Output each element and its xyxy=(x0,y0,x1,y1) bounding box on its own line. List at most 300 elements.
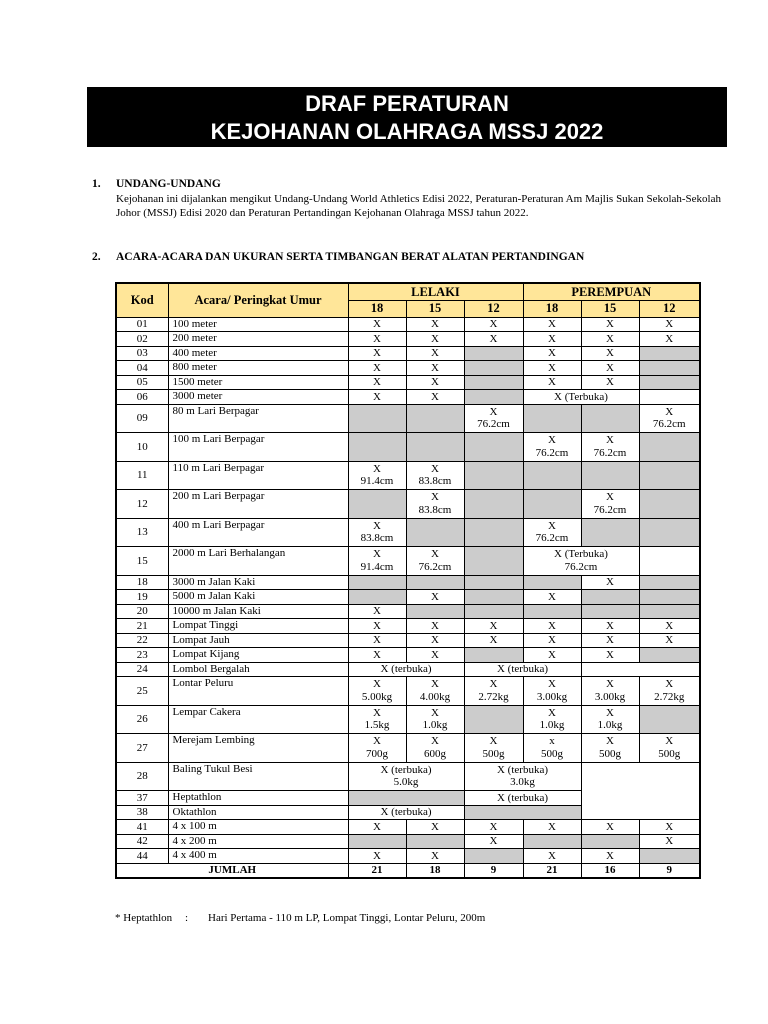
header-age: 18 xyxy=(348,300,406,317)
cell-line: X xyxy=(373,634,381,646)
event-code: 04 xyxy=(116,361,168,376)
event-cell xyxy=(348,820,406,835)
cell-line: X (terbuka) xyxy=(496,663,548,675)
events-table-body xyxy=(116,317,700,878)
event-cell xyxy=(581,461,639,490)
cell-line: 500g xyxy=(541,747,563,760)
event-cell xyxy=(464,677,523,706)
event-code: 01 xyxy=(116,317,168,332)
cell-line: X xyxy=(431,634,439,646)
event-name: 100 meter xyxy=(168,317,348,332)
cell-line: X xyxy=(373,462,381,475)
event-cell xyxy=(406,390,464,405)
event-name: 110 m Lari Berpagar xyxy=(168,461,348,490)
event-cell xyxy=(348,575,406,590)
event-cell xyxy=(523,390,639,405)
event-code: 19 xyxy=(116,590,168,605)
cell-line: X xyxy=(489,735,498,748)
cell-line: 500g xyxy=(482,747,505,760)
cell-line: X xyxy=(489,619,498,632)
cell-line: 76.2cm xyxy=(418,560,452,573)
event-cell xyxy=(581,705,639,734)
event-cell xyxy=(464,705,523,734)
cell-line: X xyxy=(373,619,381,632)
cell-line: X xyxy=(548,361,556,374)
cell-line: 91.4cm xyxy=(360,475,394,488)
event-cell xyxy=(464,547,523,576)
event-cell xyxy=(348,705,406,734)
event-cell xyxy=(348,433,406,462)
cell-line: X xyxy=(606,706,614,719)
cell-line: X xyxy=(489,318,498,330)
cell-line: X xyxy=(665,332,674,345)
total-value: 18 xyxy=(406,863,464,878)
cell-line: X xyxy=(606,332,614,345)
event-cell xyxy=(406,590,464,605)
cell-line: X xyxy=(665,619,674,632)
cell-line: X xyxy=(665,820,674,833)
event-cell xyxy=(464,461,523,490)
table-row xyxy=(116,662,700,677)
total-value: 21 xyxy=(348,863,406,878)
event-cell xyxy=(464,490,523,519)
event-cell xyxy=(464,648,523,663)
event-name: 200 meter xyxy=(168,332,348,347)
event-code: 23 xyxy=(116,648,168,663)
table-row xyxy=(116,361,700,376)
event-cell xyxy=(348,805,464,820)
event-cell xyxy=(523,361,581,376)
cell-line: 76.2cm xyxy=(564,560,598,573)
cell-line: 76.2cm xyxy=(535,532,569,545)
event-cell xyxy=(348,461,406,490)
cell-line: 76.2cm xyxy=(593,446,627,459)
table-row xyxy=(116,705,700,734)
header-acara: Acara/ Peringkat Umur xyxy=(168,283,348,317)
cell-line: X xyxy=(489,634,498,646)
event-cell xyxy=(581,834,639,849)
event-code: 41 xyxy=(116,820,168,835)
event-name: Lempar Cakera xyxy=(168,705,348,734)
event-name: 4 x 400 m xyxy=(168,849,348,864)
event-cell xyxy=(406,547,464,576)
cell-line: X xyxy=(431,548,439,561)
event-cell xyxy=(348,375,406,390)
event-cell xyxy=(581,604,639,619)
event-code: 26 xyxy=(116,705,168,734)
table-row xyxy=(116,762,700,791)
cell-line: X (Terbuka) xyxy=(554,390,608,403)
cell-line: 5.0kg xyxy=(393,776,419,789)
cell-line: X xyxy=(548,820,556,833)
cell-line: X (terbuka) xyxy=(380,806,432,818)
event-cell xyxy=(523,332,581,347)
cell-line: X xyxy=(606,318,614,330)
cell-line: X xyxy=(431,849,439,862)
cell-line: X xyxy=(373,605,381,617)
event-name: Merejam Lembing xyxy=(168,734,348,763)
event-cell xyxy=(639,619,700,634)
event-cell xyxy=(406,575,464,590)
cell-line: X xyxy=(548,332,556,345)
event-code: 03 xyxy=(116,346,168,361)
cell-line: X xyxy=(548,590,556,603)
cell-line: X xyxy=(373,332,381,345)
event-code: 09 xyxy=(116,404,168,433)
section-1-number: 1. xyxy=(92,178,101,190)
event-code: 25 xyxy=(116,677,168,706)
event-cell xyxy=(581,590,639,605)
event-cell xyxy=(464,575,523,590)
event-cell xyxy=(406,375,464,390)
cell-line: X xyxy=(665,678,674,691)
cell-line: 3.00kg xyxy=(594,690,626,703)
cell-line: X xyxy=(548,706,556,719)
section-1-body: Kejohanan ini dijalankan mengikut Undang-Undang World Athletics Edisi 2022, Peraturan-Peraturan Am Majlis Sukan Sekolah-Sekolah Johor (MSSJ) Edisi 2020 dan Peraturan Pertandingan Kejohanan Olahraga MSSJ tahun 2022. xyxy=(116,193,721,219)
header-lelaki: LELAKI xyxy=(348,283,523,300)
event-name: 4 x 200 m xyxy=(168,834,348,849)
event-code: 05 xyxy=(116,375,168,390)
cell-line: X xyxy=(606,634,614,646)
cell-line: X xyxy=(548,648,556,661)
cell-line: X xyxy=(373,318,381,330)
event-cell xyxy=(523,834,581,849)
event-cell xyxy=(464,619,523,634)
section-2-number: 2. xyxy=(92,251,101,263)
event-cell xyxy=(581,404,639,433)
cell-line: 2.72kg xyxy=(654,690,685,703)
event-cell xyxy=(639,604,700,619)
cell-line: X xyxy=(665,735,674,748)
cell-line: X (terbuka) xyxy=(496,791,548,804)
event-cell xyxy=(523,734,581,763)
table-row xyxy=(116,346,700,361)
event-name: Lompat Tinggi xyxy=(168,619,348,634)
event-cell xyxy=(348,604,406,619)
table-row xyxy=(116,734,700,763)
event-cell xyxy=(523,346,581,361)
event-name: 10000 m Jalan Kaki xyxy=(168,604,348,619)
event-cell xyxy=(348,518,406,547)
event-cell xyxy=(523,590,581,605)
event-cell xyxy=(639,332,700,347)
event-cell xyxy=(464,805,581,820)
event-name: 100 m Lari Berpagar xyxy=(168,433,348,462)
event-cell xyxy=(581,433,639,462)
event-cell xyxy=(523,604,581,619)
event-cell xyxy=(581,317,639,332)
event-cell xyxy=(406,518,464,547)
event-cell xyxy=(348,791,464,806)
event-name: Lombol Bergalah xyxy=(168,662,348,677)
cell-line: X xyxy=(431,491,439,504)
cell-line: 1.5kg xyxy=(364,719,390,732)
table-row xyxy=(116,648,700,663)
cell-line: 3.00kg xyxy=(536,690,568,703)
cell-line: X xyxy=(431,735,439,748)
cell-line: X xyxy=(548,678,556,691)
event-name: 80 m Lari Berpagar xyxy=(168,404,348,433)
event-cell xyxy=(523,820,581,835)
event-cell xyxy=(348,633,406,648)
event-cell xyxy=(464,662,581,677)
event-cell xyxy=(348,332,406,347)
event-code: 11 xyxy=(116,461,168,490)
cell-line: X xyxy=(548,619,556,632)
cell-line: X xyxy=(606,648,614,661)
event-name: 800 meter xyxy=(168,361,348,376)
event-cell xyxy=(406,433,464,462)
section-2-title: ACARA-ACARA DAN UKURAN SERTA TIMBANGAN BERAT ALATAN PERTANDINGAN xyxy=(116,251,585,263)
table-row xyxy=(116,404,700,433)
event-cell xyxy=(523,648,581,663)
table-row xyxy=(116,490,700,519)
event-cell xyxy=(523,677,581,706)
cell-line: 91.4cm xyxy=(360,560,394,573)
table-row xyxy=(116,575,700,590)
event-code: 37 xyxy=(116,791,168,806)
cell-line: X (terbuka) xyxy=(496,763,548,776)
cell-line: 5.00kg xyxy=(361,690,393,703)
event-cell xyxy=(464,633,523,648)
event-cell xyxy=(406,361,464,376)
cell-line: X xyxy=(606,434,614,447)
cell-line: X xyxy=(431,590,439,603)
event-cell xyxy=(348,390,406,405)
table-row xyxy=(116,547,700,576)
event-cell xyxy=(348,317,406,332)
cell-line: X xyxy=(373,361,381,374)
table-row xyxy=(116,849,700,864)
event-cell xyxy=(406,346,464,361)
event-cell xyxy=(581,820,639,835)
cell-line: X xyxy=(606,361,614,374)
event-cell xyxy=(523,575,581,590)
cell-line: 76.2cm xyxy=(593,503,627,516)
event-name: Oktathlon xyxy=(168,805,348,820)
event-cell xyxy=(581,734,639,763)
cell-line: X xyxy=(606,735,614,748)
header-kod: Kod xyxy=(116,283,168,317)
event-code: 22 xyxy=(116,633,168,648)
cell-line: 76.2cm xyxy=(477,418,510,431)
event-cell xyxy=(639,375,700,390)
event-cell xyxy=(639,734,700,763)
event-cell xyxy=(406,648,464,663)
cell-line: X xyxy=(548,634,556,646)
table-row xyxy=(116,791,700,806)
cell-line: X xyxy=(548,376,556,388)
event-cell xyxy=(464,404,523,433)
event-cell xyxy=(464,791,581,806)
cell-line: 4.00kg xyxy=(419,690,451,703)
table-row xyxy=(116,677,700,706)
event-cell xyxy=(523,317,581,332)
event-cell xyxy=(639,317,700,332)
event-cell xyxy=(406,820,464,835)
cell-line: 500g xyxy=(599,747,621,760)
cell-line: 83.8cm xyxy=(418,475,452,488)
event-cell xyxy=(464,834,523,849)
event-cell xyxy=(348,849,406,864)
event-cell xyxy=(348,662,464,677)
cell-line: 1.0kg xyxy=(597,719,623,732)
event-cell xyxy=(523,461,581,490)
cell-line: 83.8cm xyxy=(360,532,394,545)
table-row xyxy=(116,590,700,605)
event-cell xyxy=(348,590,406,605)
event-cell xyxy=(406,705,464,734)
event-cell xyxy=(639,834,700,849)
event-cell xyxy=(406,734,464,763)
cell-line: X xyxy=(431,619,439,632)
event-cell xyxy=(348,619,406,634)
heptathlon-note xyxy=(115,912,485,924)
event-code: 06 xyxy=(116,390,168,405)
cell-line: X xyxy=(373,548,381,561)
event-cell xyxy=(406,619,464,634)
cell-line: X xyxy=(606,678,614,691)
table-row xyxy=(116,375,700,390)
event-cell xyxy=(523,547,639,576)
event-cell xyxy=(639,575,700,590)
event-cell xyxy=(348,346,406,361)
event-cell xyxy=(581,619,639,634)
event-cell xyxy=(406,834,464,849)
cell-line: X xyxy=(548,849,556,862)
table-row xyxy=(116,805,700,820)
cell-line: X xyxy=(373,390,381,403)
header-age: 12 xyxy=(464,300,523,317)
total-value: 21 xyxy=(523,863,581,878)
event-code: 42 xyxy=(116,834,168,849)
event-cell xyxy=(523,705,581,734)
event-cell xyxy=(406,404,464,433)
event-name: Lompat Jauh xyxy=(168,633,348,648)
event-cell xyxy=(464,820,523,835)
cell-line: X xyxy=(431,820,439,833)
event-name: Lompat Kijang xyxy=(168,648,348,663)
event-cell xyxy=(523,619,581,634)
event-cell xyxy=(523,433,581,462)
event-cell xyxy=(639,633,700,648)
cell-line: X xyxy=(489,405,498,418)
cell-line: X xyxy=(373,706,381,719)
event-cell xyxy=(639,849,700,864)
cell-line: 76.2cm xyxy=(535,446,569,459)
cell-line: X xyxy=(431,462,439,475)
event-cell xyxy=(406,317,464,332)
event-cell xyxy=(639,346,700,361)
event-cell xyxy=(464,390,523,405)
event-cell xyxy=(406,332,464,347)
event-cell xyxy=(348,734,406,763)
events-table xyxy=(115,282,701,879)
table-row xyxy=(116,518,700,547)
event-cell xyxy=(406,604,464,619)
event-cell xyxy=(581,375,639,390)
total-value: 9 xyxy=(639,863,700,878)
event-name: 400 m Lari Berpagar xyxy=(168,518,348,547)
cell-line: X xyxy=(373,820,381,833)
cell-line: X (terbuka) xyxy=(380,763,432,776)
event-cell xyxy=(348,361,406,376)
cell-line: 76.2cm xyxy=(652,418,686,431)
cell-line: X xyxy=(489,820,498,833)
event-cell xyxy=(581,518,639,547)
table-row xyxy=(116,433,700,462)
event-cell xyxy=(639,361,700,376)
total-label: JUMLAH xyxy=(116,863,348,878)
event-name: Lontar Peluru xyxy=(168,677,348,706)
cell-line: X xyxy=(373,519,381,532)
event-name: 2000 m Lari Berhalangan xyxy=(168,547,348,576)
table-row xyxy=(116,390,700,405)
event-cell xyxy=(581,849,639,864)
document-title-banner xyxy=(87,87,727,147)
event-name: Heptathlon xyxy=(168,791,348,806)
event-code: 18 xyxy=(116,575,168,590)
event-cell xyxy=(464,849,523,864)
cell-line: X xyxy=(606,619,614,632)
event-cell xyxy=(523,633,581,648)
event-cell xyxy=(464,604,523,619)
cell-line: X xyxy=(606,576,614,588)
cell-line: X xyxy=(606,376,614,388)
event-cell xyxy=(464,762,581,791)
header-age: 12 xyxy=(639,300,700,317)
event-cell xyxy=(348,648,406,663)
event-code: 10 xyxy=(116,433,168,462)
event-cell xyxy=(639,433,700,462)
table-row xyxy=(116,834,700,849)
note-label: * Heptathlon xyxy=(115,912,173,924)
event-cell xyxy=(639,677,700,706)
event-code: 13 xyxy=(116,518,168,547)
cell-line: 500g xyxy=(658,747,681,760)
cell-line: X xyxy=(548,434,556,447)
cell-line: X xyxy=(606,347,614,359)
cell-line: 1.0kg xyxy=(422,719,448,732)
cell-line: X xyxy=(431,361,439,374)
event-name: 5000 m Jalan Kaki xyxy=(168,590,348,605)
event-cell xyxy=(406,490,464,519)
event-name: 4 x 100 m xyxy=(168,820,348,835)
cell-line: 83.8cm xyxy=(418,503,452,516)
event-code: 20 xyxy=(116,604,168,619)
event-cell xyxy=(464,361,523,376)
event-name: Baling Tukul Besi xyxy=(168,762,348,791)
event-cell xyxy=(581,346,639,361)
cell-line: X (Terbuka) xyxy=(554,548,608,561)
event-name: 3000 meter xyxy=(168,390,348,405)
event-cell xyxy=(639,490,700,519)
event-cell xyxy=(464,734,523,763)
event-cell xyxy=(464,433,523,462)
event-code: 15 xyxy=(116,547,168,576)
event-cell xyxy=(523,375,581,390)
cell-line: X xyxy=(373,849,381,862)
table-row xyxy=(116,317,700,332)
cell-line: x xyxy=(549,735,555,748)
event-cell xyxy=(581,648,639,663)
cell-line: X xyxy=(431,706,439,719)
title-line-1: DRAF PERATURAN xyxy=(305,91,509,116)
total-value: 9 xyxy=(464,863,523,878)
event-cell xyxy=(639,705,700,734)
event-cell xyxy=(464,332,523,347)
cell-line: X xyxy=(665,634,674,646)
